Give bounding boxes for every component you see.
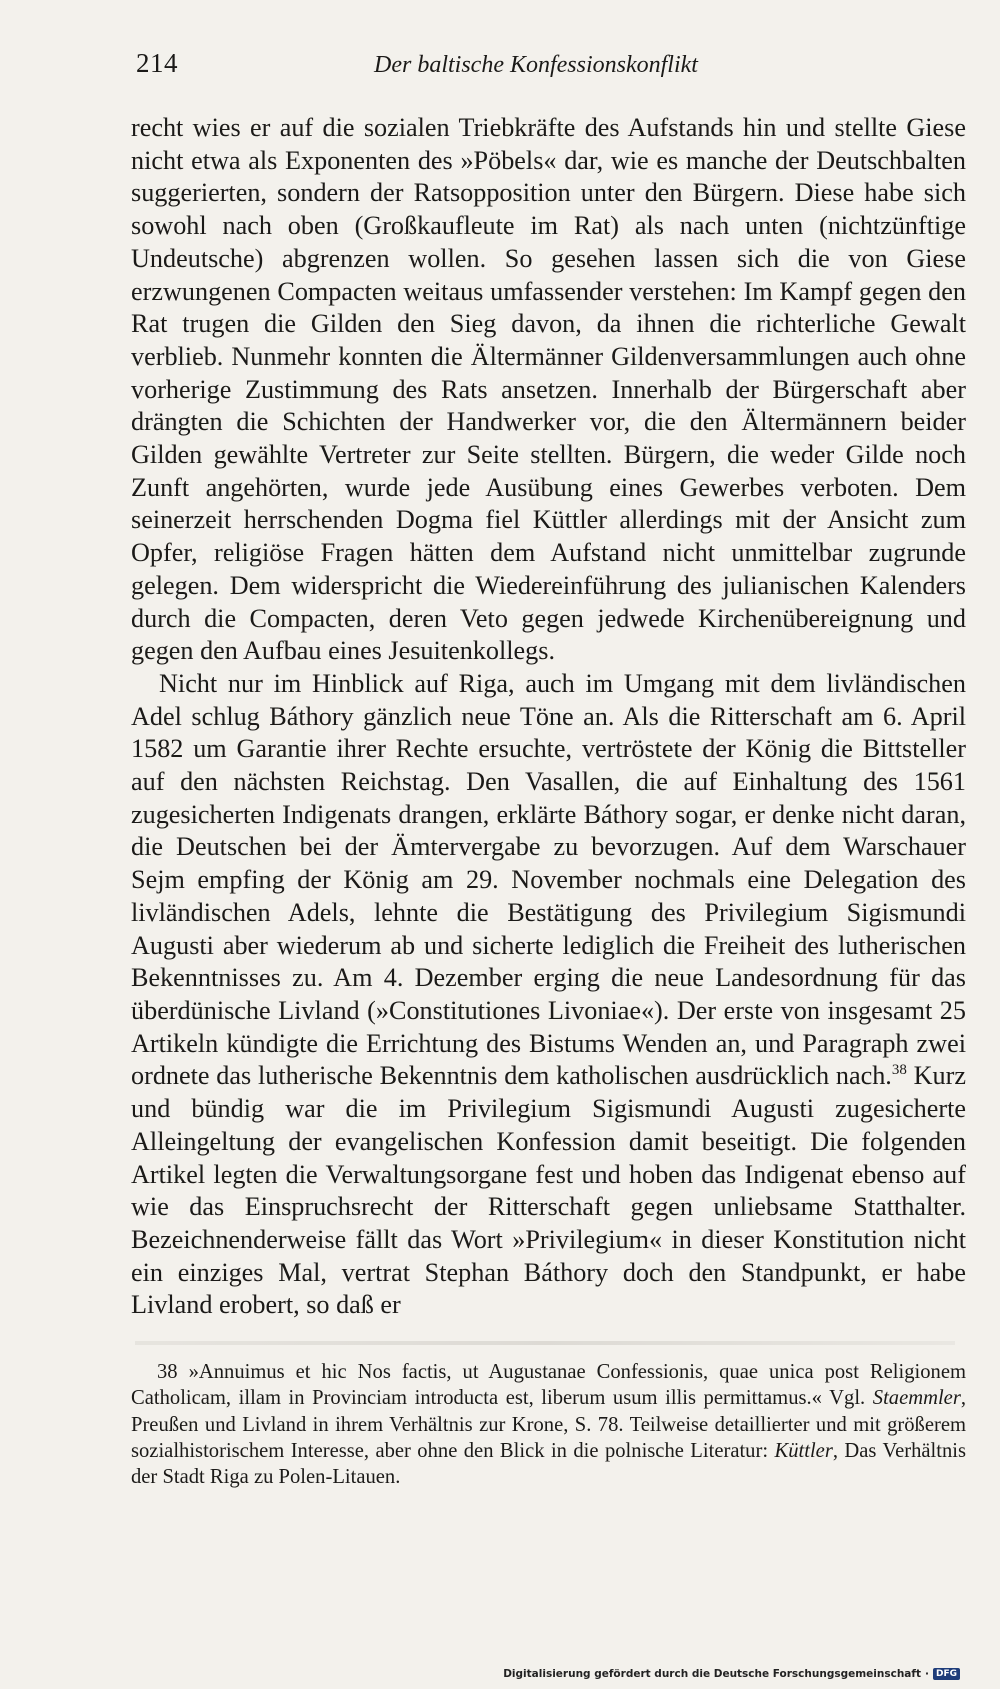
paragraph-1: recht wies er auf die sozialen Triebkräfte des Aufstands hin und stellte Giese nicht etwa als Exponenten des »Pöbels« dar, wie es manche der Deutschbalten suggerierten, sondern der Ratsopposition unter den Bürgern. Diese habe sich sowohl nach oben (Großkaufleute im Rat) als nach unten (nichtzünftige Undeutsche) abgrenzen wollen. So gesehen lassen sich die von Giese erzwungenen Compacten weitaus umfassender verstehen: Im Kampf gegen den Rat trugen die Gilden den Sieg davon, da ihnen die richterliche Gewalt verblieb. Nunmehr konnten die Ältermänner Gildenversammlungen auch ohne vorherige Zustimmung des Rats ansetzen. Innerhalb der Bürgerschaft aber drängten die Schichten der Handwerker vor, die den Ältermännern beider Gilden gewählte Vertreter zur Seite stellten. Bürgern, die weder Gilde noch Zunft angehörten, wurde jede Ausübung eines Gewerbes verboten. Dem seinerzeit herrschenden Dogma fiel Küttler allerdings mit der Ansicht zum Opfer, religiöse Fragen hätten dem Aufstand nicht unmittelbar zugrunde gelegen. Dem widerspricht die Wiedereinführung des julianischen Kalenders durch die Compacten, deren Veto gegen jedwede Kirchenübereignung und gegen den Aufbau eines Jesuitenkollegs. [131,113,966,666]
digitization-credit [503,1668,960,1680]
footnote-author-staemmler: Staemmler [872,1387,961,1410]
footnote-text-1: , Preußen und Livland in ihrem Verhältnis zur Krone, S. 78. Teilweise detaillierter und mit größerem sozialhistorischem Interesse, aber ohne den Blick in die polnische Literatur: [131,1387,966,1462]
footnote-reference[interactable]: 38 [891,1062,907,1079]
footnotes [131,1359,966,1490]
footnote-quote: »Annuimus et hic Nos factis, ut Augustanae Confessionis, quae unica post Religionem Catholicam, illam in Provinciam introducta est, liberum usum illis permittamus.« Vgl. [131,1361,966,1410]
footnote-number: 38 [157,1361,178,1383]
credit-text: Digitalisierung gefördert durch die Deutsche Forschungsgemeinschaft [503,1668,921,1680]
body-text [131,112,966,1322]
credit-separator: · [924,1668,929,1680]
running-title: Der baltische Konfessionskonflikt [374,52,698,78]
footnote-author-kuettler: Küttler [774,1439,833,1462]
footnote-38 [131,1359,966,1490]
paragraph-2-text: Nicht nur im Hinblick auf Riga, auch im Umgang mit dem livländischen Adel schlug Báthory gänzlich neue Töne an. Als die Ritterschaft am 6. April 1582 um Garantie ihrer Rechte ersuchte, vertröstete der König die Bittsteller auf den nächsten Reichstag. Den Vasallen, die auf Einhaltung des 1561 zugesicherten Indigenats drangen, erklärte Báthory sogar, er denke nicht daran, die Deutschen bei der Ämtervergabe zu bevorzugen. Auf dem Warschauer Sejm empfing der König am 29. November nochmals eine Delegation des livländischen Adels, lehnte die Bestätigung des Privilegium Sigismundi Augusti aber wiederum ab und sicherte lediglich die Freiheit des lutherischen Bekenntnisses zu. Am 4. Dezember erging die neue Landesordnung für das überdünische Livland (»Constitutiones Livoniae«). Der erste von insgesamt 25 Artikeln kündigte die Errichtung des Bistums Wenden an, und Paragraph zwei ordnete das lutherische Bekenntnis dem katholischen ausdrücklich nach. [131,668,966,1091]
show-through-line [135,1341,955,1345]
page-header [136,48,956,79]
page-number: 214 [136,48,178,78]
paragraph-2 [131,668,966,1322]
footnote-text-2: , Das Verhältnis der Stadt Riga zu Polen-Litauen. [131,1439,966,1489]
dfg-logo-icon: DFG [933,1668,960,1680]
paragraph-2-continued: Kurz und bündig war die im Privilegium Sigismundi Augusti zugesicherte Alleingeltung der evangelischen Konfession damit beseitigt. Die folgenden Artikel legten die Verwaltungsorgane fest und hoben das Indigenat ebenso auf wie das Einspruchsrecht der Ritterschaft gegen unliebsame Statthalter. Bezeichnenderweise fällt das Wort »Privilegium« in dieser Konstitution nicht ein einziges Mal, vertrat Stephan Báthory doch den Standpunkt, er habe Livland erobert, so daß er [131,1061,966,1320]
